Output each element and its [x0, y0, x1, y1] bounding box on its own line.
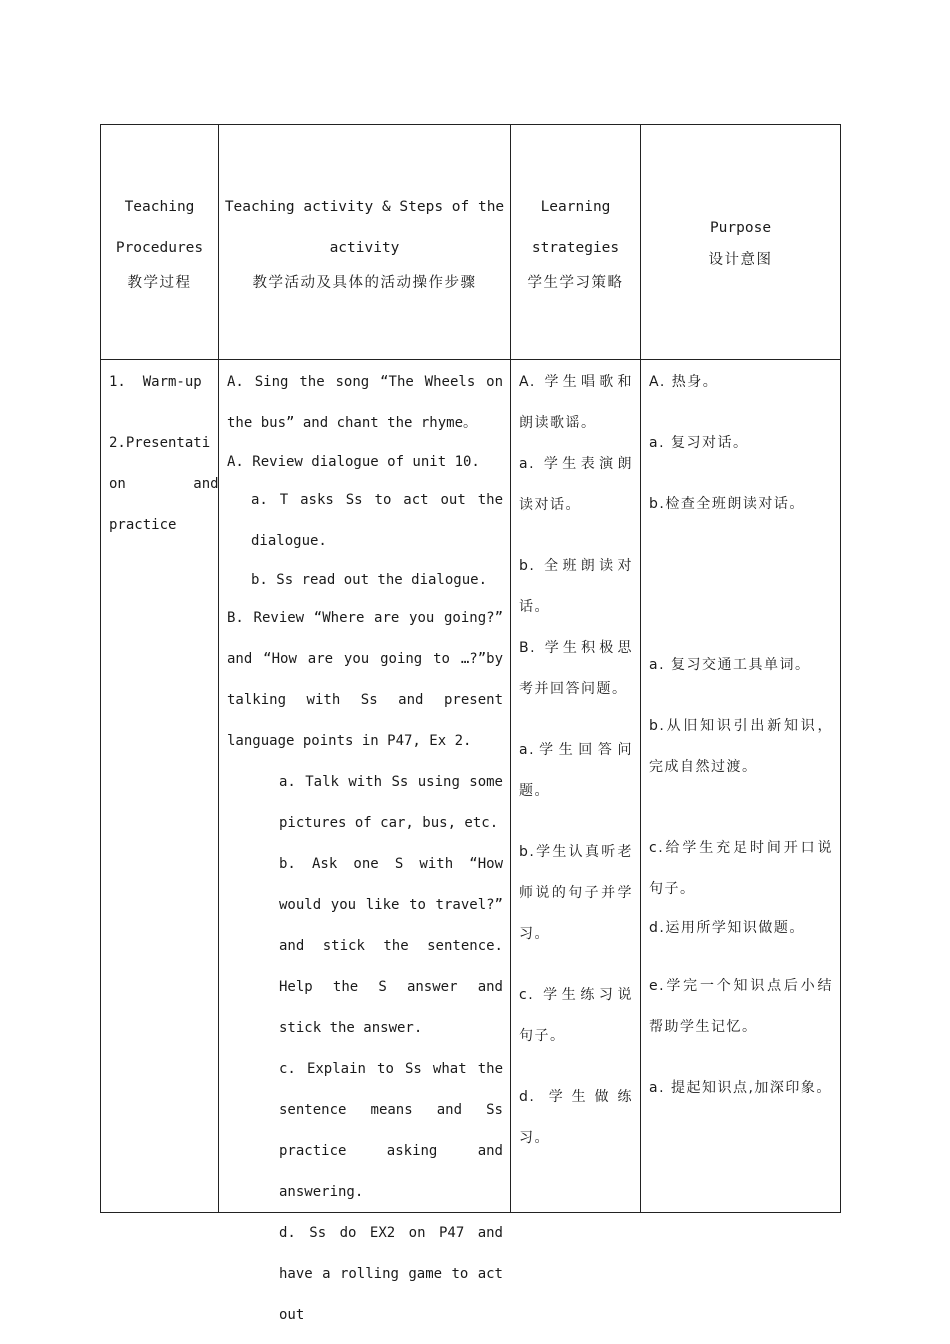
purpose-item: c.给学生充足时间开口说句子。: [649, 840, 833, 897]
strategy-item: c. 学生练习说句子。: [519, 987, 633, 1044]
purpose-item: d.运用所学知识做题。: [649, 920, 805, 936]
header-row: [101, 125, 841, 360]
header-strategies: [511, 125, 641, 360]
header-procedures: [101, 125, 219, 360]
activity-cell: [219, 360, 511, 1323]
procedure-presentation-line2: on and: [109, 476, 219, 492]
header-procedures-en1: Teaching: [124, 199, 195, 215]
strategy-item: a. 学生表演朗读对话。: [519, 456, 633, 513]
purpose-item: b.检查全班朗读对话。: [649, 496, 805, 512]
header-activity-cn: 教学活动及具体的活动操作步骤: [252, 275, 477, 291]
procedure-warm-up: 1. Warm-up: [109, 374, 202, 390]
header-procedures-cn: 教学过程: [127, 275, 192, 291]
activity-item: b. Ask one S with “How would you like to travel?” and stick the sentence. Help the S answer and stick the answer.: [279, 856, 503, 1036]
header-strategies-en1: Learning: [540, 199, 611, 215]
procedure-presentation-line3: practice: [109, 517, 177, 533]
purpose-item: a. 复习交通工具单词。: [649, 657, 811, 673]
header-purpose-en1: Purpose: [709, 220, 772, 236]
purpose-item: b.从旧知识引出新知识，完成自然过渡。: [649, 718, 833, 775]
purpose-item: a. 提起知识点,加深印象。: [649, 1080, 832, 1096]
activity-item: a. Talk with Ss using some pictures of car, bus, etc.: [279, 774, 503, 831]
header-strategies-cn: 学生学习策略: [527, 275, 624, 291]
activity-item: A. Review dialogue of unit 10.: [227, 454, 480, 470]
strategy-item: A. 学生唱歌和朗读歌谣。: [519, 374, 633, 431]
content-row: [101, 360, 841, 1213]
purpose-item: a. 复习对话。: [649, 435, 749, 451]
lesson-plan-table: [100, 124, 841, 1323]
procedures-cell: [101, 360, 219, 1213]
activity-item: c. Explain to Ss what the sentence means and Ss practice asking and answering.: [279, 1061, 503, 1200]
activity-item: a. T asks Ss to act out the dialogue.: [251, 492, 503, 549]
header-purpose-cn: 设计意图: [708, 252, 773, 268]
strategy-item: b. 全班朗读对话。: [519, 558, 633, 615]
purpose-cell: [641, 360, 841, 1213]
header-activity-en1: Teaching activity & Steps of the: [224, 199, 505, 215]
activity-item: B. Review “Where are you going?” and “How are you going to …?”by talking with Ss and present language points in P47, Ex 2.: [227, 610, 503, 749]
header-procedures-en2: Procedures: [115, 240, 204, 256]
header-activity: [219, 125, 511, 360]
procedure-presentation-line1: 2.Presentati: [109, 435, 211, 451]
header-purpose: [641, 125, 841, 360]
header-strategies-en2: strategies: [531, 240, 620, 256]
activity-item: b. Ss read out the dialogue.: [251, 572, 488, 588]
purpose-item: e.学完一个知识点后小结帮助学生记忆。: [649, 978, 833, 1035]
header-activity-en2: activity: [329, 240, 400, 256]
activity-item: A. Sing the song “The Wheels on the bus” and chant the rhyme。: [227, 374, 503, 431]
strategy-item: B. 学生积极思考并回答问题。: [519, 640, 633, 697]
strategies-cell: [511, 360, 641, 1213]
purpose-item: A. 热身。: [649, 374, 719, 390]
strategy-item: d. 学生做练习。: [519, 1089, 633, 1146]
activity-item: d. Ss do EX2 on P47 and have a rolling game to act out: [279, 1225, 503, 1323]
strategy-item: a.学生回答问题。: [519, 742, 633, 799]
strategy-item: b.学生认真听老师说的句子并学习。: [519, 844, 633, 942]
